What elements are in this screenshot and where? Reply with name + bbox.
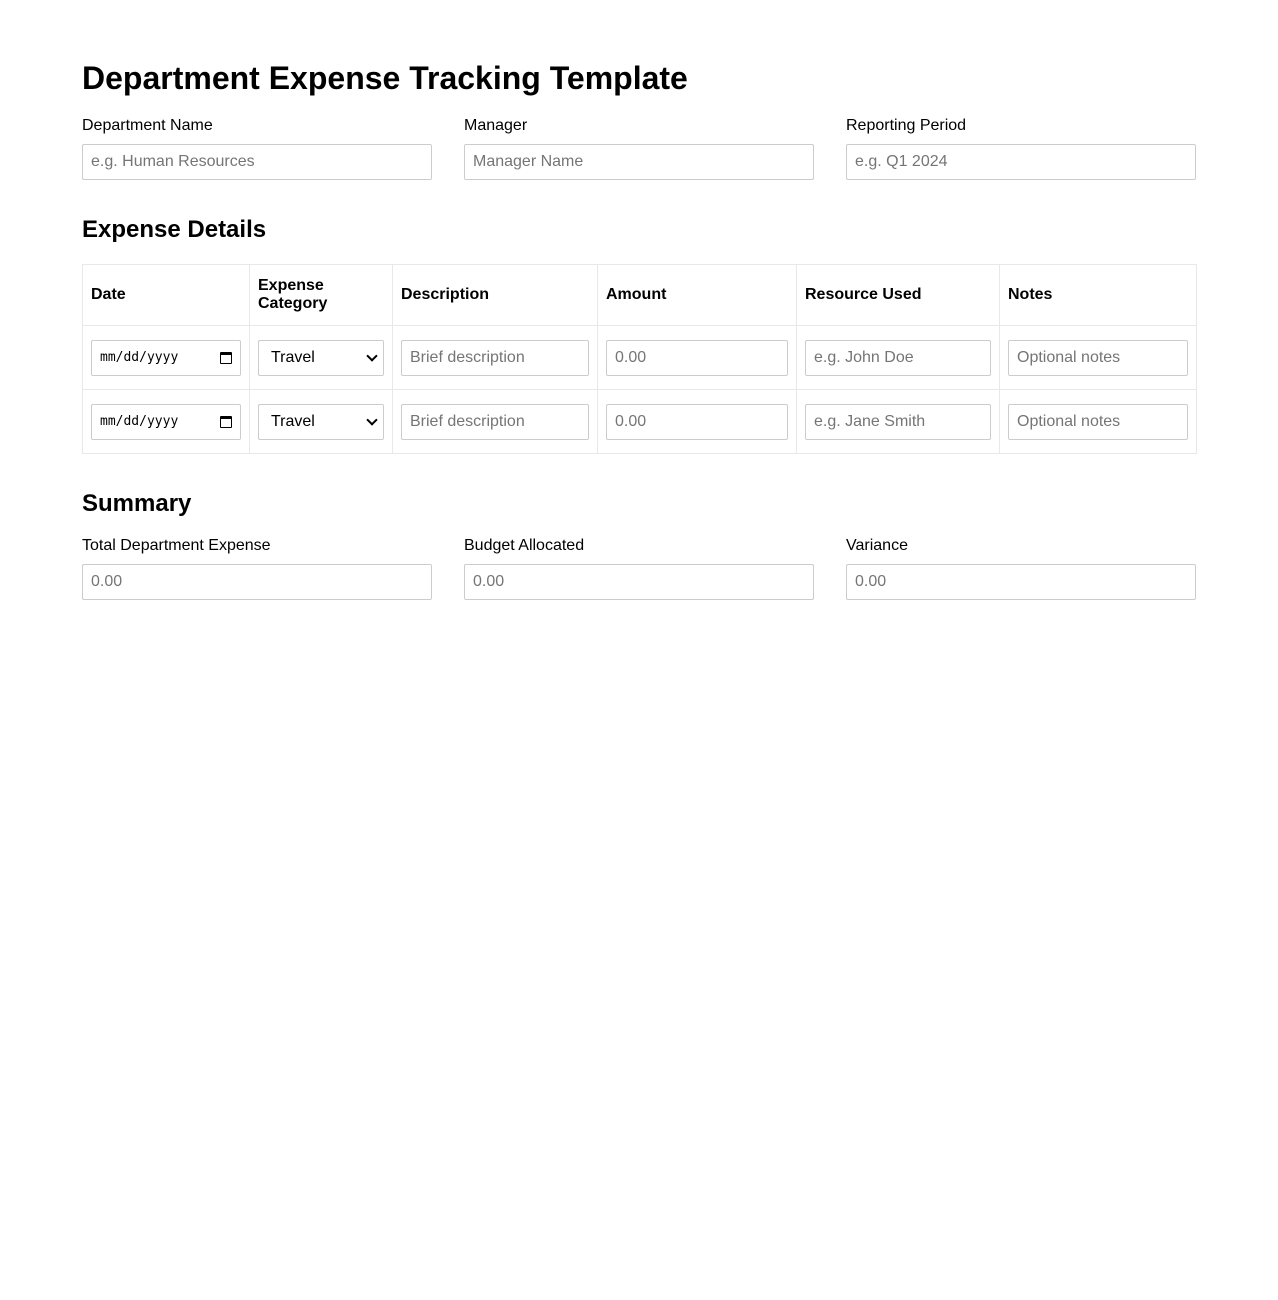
- department-name-field: [82, 117, 432, 180]
- resource-cell: [797, 326, 1000, 390]
- amount-input[interactable]: [606, 340, 788, 376]
- category-cell: [250, 390, 393, 454]
- date-cell: [83, 326, 250, 390]
- description-cell: [393, 326, 598, 390]
- chevron-down-icon: [366, 350, 377, 361]
- total-expense-field: [82, 537, 432, 600]
- notes-cell: [1000, 390, 1197, 454]
- expense-category-select[interactable]: [258, 404, 384, 440]
- total-expense-input[interactable]: [82, 564, 432, 600]
- amount-input[interactable]: [606, 404, 788, 440]
- department-name-input[interactable]: [82, 144, 432, 180]
- table-row: [83, 390, 1197, 454]
- description-input[interactable]: [401, 404, 589, 440]
- description-input[interactable]: [401, 340, 589, 376]
- department-name-label: Department Name: [82, 117, 213, 134]
- reporting-period-label: Reporting Period: [846, 117, 967, 134]
- summary-fields: [82, 537, 1196, 600]
- date-placeholder: mm/dd/yyyy: [100, 414, 179, 429]
- expense-table: [82, 264, 1197, 454]
- resource-cell: [797, 390, 1000, 454]
- notes-input[interactable]: [1008, 340, 1188, 376]
- amount-cell: [598, 390, 797, 454]
- selected-category: Travel: [271, 348, 315, 366]
- date-placeholder: mm/dd/yyyy: [100, 350, 179, 365]
- calendar-icon[interactable]: [220, 352, 232, 364]
- budget-allocated-field: [464, 537, 814, 600]
- column-header-expense-category: Expense Category: [250, 265, 393, 326]
- expense-details-title: Expense Details: [82, 216, 267, 243]
- date-input[interactable]: [91, 340, 241, 376]
- amount-cell: [598, 326, 797, 390]
- table-header-row: [83, 265, 1197, 326]
- date-cell: [83, 390, 250, 454]
- column-header-date: Date: [83, 265, 250, 326]
- manager-label: Manager: [464, 117, 528, 134]
- header-fields: [82, 117, 1196, 180]
- column-header-amount: Amount: [598, 265, 797, 326]
- column-header-notes: Notes: [1000, 265, 1197, 326]
- reporting-period-field: [846, 117, 1196, 180]
- manager-input[interactable]: [464, 144, 814, 180]
- expense-category-select[interactable]: [258, 340, 384, 376]
- reporting-period-input[interactable]: [846, 144, 1196, 180]
- column-header-resource-used: Resource Used: [797, 265, 1000, 326]
- budget-allocated-input[interactable]: [464, 564, 814, 600]
- budget-allocated-label: Budget Allocated: [464, 537, 585, 554]
- page-title: Department Expense Tracking Template: [82, 60, 688, 96]
- table-row: [83, 326, 1197, 390]
- variance-label: Variance: [846, 537, 908, 554]
- notes-cell: [1000, 326, 1197, 390]
- manager-field: [464, 117, 814, 180]
- date-input[interactable]: [91, 404, 241, 440]
- chevron-down-icon: [366, 414, 377, 425]
- calendar-icon[interactable]: [220, 416, 232, 428]
- resource-used-input[interactable]: [805, 340, 991, 376]
- column-header-description: Description: [393, 265, 598, 326]
- variance-input[interactable]: [846, 564, 1196, 600]
- description-cell: [393, 390, 598, 454]
- notes-input[interactable]: [1008, 404, 1188, 440]
- category-cell: [250, 326, 393, 390]
- variance-field: [846, 537, 1196, 600]
- total-expense-label: Total Department Expense: [82, 537, 271, 554]
- summary-title: Summary: [82, 490, 192, 517]
- resource-used-input[interactable]: [805, 404, 991, 440]
- selected-category: Travel: [271, 412, 315, 430]
